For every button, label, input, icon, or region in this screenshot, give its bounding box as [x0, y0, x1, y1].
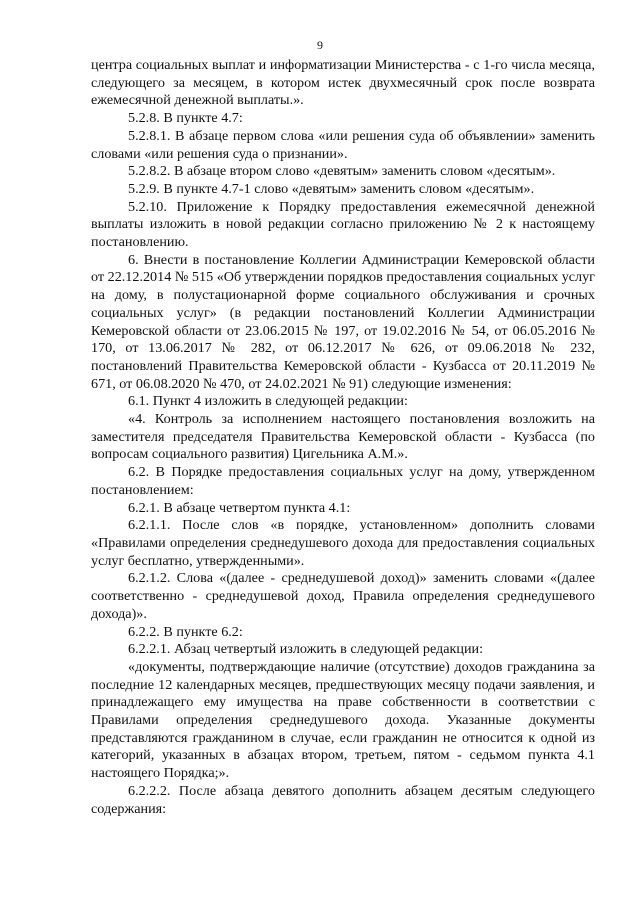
- paragraph-5-2-9: 5.2.9. В пункте 4.7-1 слово «девятым» заменить словом «десятым».: [128, 180, 535, 197]
- paragraph-5-2-8-1: 5.2.8.1. В абзаце первом слова «или решения суда об объявлении» заменить словами «или решения суда о признании».: [91, 127, 595, 162]
- paragraph-6-2-1: 6.2.1. В абзаце четвертом пункта 4.1:: [128, 499, 351, 516]
- paragraph-6: 6. Внести в постановление Коллегии Администрации Кемеровской области от 22.12.2014 № 515 «Об утверждении порядков предоставления социальных услуг на дому, в полустационарной форме социального обслуживания и срочных социальных услуг» (в редакции постановлений Коллегии Администрации Кемеровской области от 23.06.2015 № 197, от 19.02.2016 № 54, от 06.05.2016 № 170, от 13.06.2017 № 282, от 06.12.2017 № 626, от 09.06.2018 № 232, постановлений Правительства Кемеровской области - Кузбасса от 20.11.2019 № 671, от 06.08.2020 № 470, от 24.02.2021 № 91) следующие изменения:: [91, 251, 595, 392]
- paragraph-5-2-10: 5.2.10. Приложение к Порядку предоставления ежемесячной денежной выплаты изложить в новой редакции согласно приложению № 2 к настоящему постановлению.: [91, 198, 595, 251]
- paragraph-6-1: 6.1. Пункт 4 изложить в следующей редакции:: [128, 393, 408, 410]
- paragraph-6-2-1-2: 6.2.1.2. Слова «(далее - среднедушевой доход)» заменить словами «(далее соответственно - среднедушевой доход, Правила определения среднедушевого дохода)».: [91, 570, 595, 622]
- paragraph-continuation: центра социальных выплат и информатизации Министерства - с 1-го числа месяца, следующего за месяцем, в котором истек двухмесячный срок после возврата ежемесячной денежной выплаты.».: [91, 57, 595, 109]
- paragraph-6-2-2-1: 6.2.2.1. Абзац четвертый изложить в следующей редакции:: [128, 641, 484, 658]
- paragraph-5-2-8-2: 5.2.8.2. В абзаце втором слово «девятым» заменить словом «десятым».: [128, 163, 556, 180]
- page-number: 9: [317, 38, 323, 52]
- paragraph-6-2-2: 6.2.2. В пункте 6.2:: [128, 623, 243, 640]
- paragraph-6-2-2-1-quote: «документы, подтверждающие наличие (отсутствие) доходов гражданина за последние 12 календарных месяцев, предшествующих месяцу подачи заявления, и принадлежащего ему имущества на праве собственности в соответствии с Правилами определения среднедушевого дохода. Указанные документы представляются гражданином в случае, если гражданин не относится к одной из категорий, указанных в абзацах втором, третьем, пятом - седьмом пункта 4.1 настоящего Порядка;».: [91, 658, 595, 782]
- paragraph-6-2-1-1: 6.2.1.1. После слов «в порядке, установленном» дополнить словами «Правилами определения среднедушевого дохода для предоставления социальных услуг бесплатно, утвержденными».: [91, 517, 595, 569]
- document-body: [91, 57, 595, 818]
- paragraph-6-1-quote: «4. Контроль за исполнением настоящего постановления возложить на заместителя председателя Правительства Кемеровской области - Кузбасса (по вопросам социального развития) Цигельника А.М.».: [91, 411, 595, 463]
- paragraph-6-2-2-2: 6.2.2.2. После абзаца девятого дополнить абзацем десятым следующего содержания:: [91, 782, 595, 817]
- paragraph-5-2-8: 5.2.8. В пункте 4.7:: [128, 110, 243, 127]
- paragraph-6-2: 6.2. В Порядке предоставления социальных услуг на дому, утвержденном постановлением:: [91, 464, 595, 498]
